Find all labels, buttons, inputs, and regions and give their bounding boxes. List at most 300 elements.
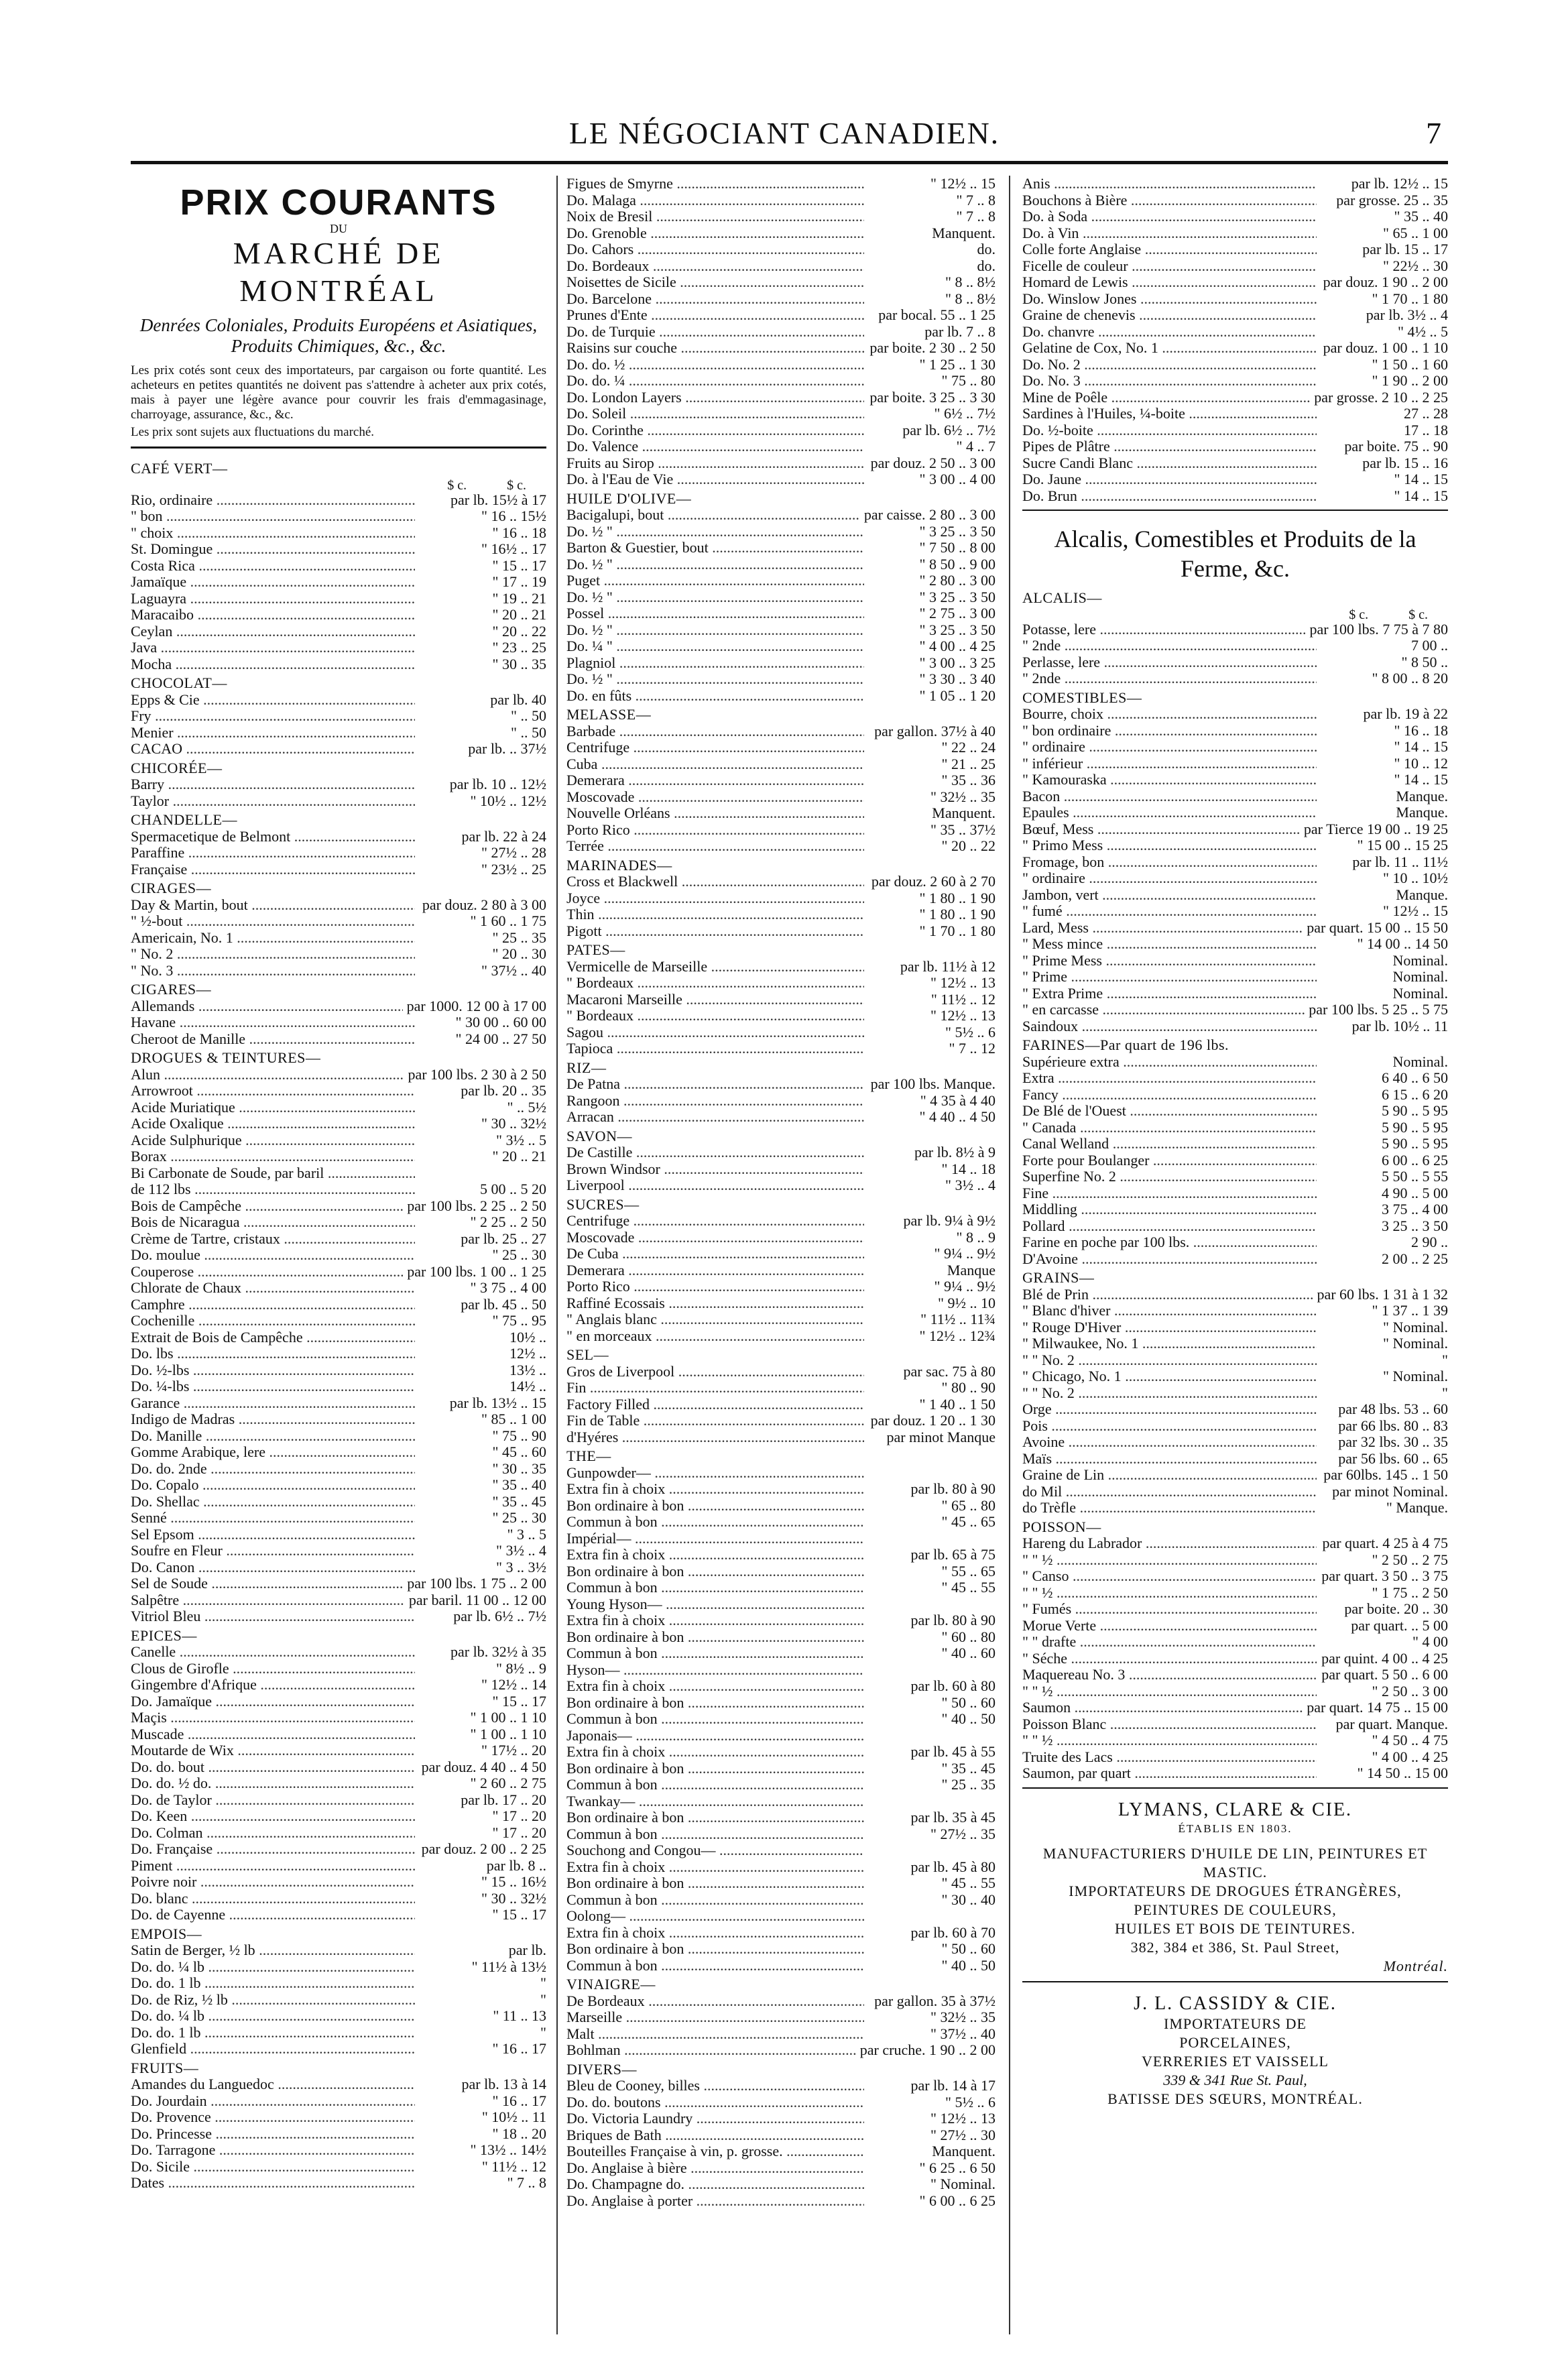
- price-row: [566, 2078, 996, 2094]
- price-row: [566, 2042, 996, 2059]
- item-name: Extra .....: [1022, 1070, 1317, 1087]
- price-row: [1022, 324, 1448, 341]
- item-name: Acide Oxalique .....: [131, 1116, 415, 1132]
- item-price: " 27½ .. 28: [481, 844, 546, 861]
- item-name: " ordinaire .....: [1022, 870, 1317, 887]
- item-price: " 45 .. 55: [941, 1579, 996, 1596]
- ad-established: ÉTABLIS EN 1803.: [1178, 1822, 1292, 1835]
- item-price: " 16 .. 18: [492, 524, 546, 541]
- item-name: Bon ordinaire à bon .....: [566, 1629, 864, 1646]
- item-price: " 55 .. 65: [941, 1562, 996, 1580]
- item-name: Extra fin à choix .....: [566, 1744, 864, 1761]
- item-name: Orge .....: [1022, 1401, 1317, 1418]
- item-price: " 17½ .. 20: [481, 1742, 546, 1759]
- price-row: [131, 2041, 546, 2058]
- price-row: [1022, 422, 1448, 439]
- price-row: [131, 1378, 546, 1395]
- item-name: Fine .....: [1022, 1185, 1317, 1202]
- price-row: [1022, 1385, 1448, 1402]
- item-price: par lb. 13½ .. 15: [449, 1394, 546, 1411]
- item-price: " 35 .. 45: [492, 1492, 546, 1510]
- item-name: Moscovade .....: [566, 789, 864, 806]
- item-price: par quart. 15 00 .. 15 50: [1307, 918, 1448, 936]
- item-name: do Trèfle .....: [1022, 1500, 1317, 1516]
- price-list: [566, 1364, 996, 1446]
- price-row: [131, 1907, 546, 1923]
- price-row: [566, 2026, 996, 2043]
- price-row: [1022, 1434, 1448, 1451]
- item-name: " ½-bout .....: [131, 913, 415, 930]
- item-price: par lb. 40: [490, 691, 546, 708]
- item-name: Bon ordinaire à bon .....: [566, 1695, 864, 1712]
- item-name: Commun à bon .....: [566, 1892, 864, 1909]
- item-name: Gelatine de Cox, No. 1 .....: [1022, 340, 1317, 357]
- price-row: [1022, 936, 1448, 953]
- price-row: [131, 1808, 546, 1825]
- price-row: [566, 1380, 996, 1396]
- price-row: [131, 1231, 546, 1248]
- section-title: PATES—: [566, 941, 625, 958]
- item-name: Bleu de Cooney, billes .....: [566, 2078, 864, 2094]
- alcalis-heading: Alcalis, Comestibles et Produits de la Ferme, &c.: [1054, 526, 1417, 582]
- price-row: [131, 2126, 546, 2143]
- item-name: Do. do. bout .....: [131, 1759, 415, 1776]
- item-name: " No. 2 .....: [131, 946, 415, 963]
- column-2: [566, 176, 996, 2348]
- item-price: par lb. 45 à 80: [910, 1858, 996, 1875]
- item-price: 2 00 .. 2 25: [1382, 1250, 1448, 1267]
- price-row: [1022, 706, 1448, 723]
- price-row: [1022, 723, 1448, 739]
- item-price: par douz. 1 20 .. 1 30: [870, 1412, 996, 1429]
- item-price: " 14 .. 15: [1394, 738, 1448, 755]
- item-name: Factory Filled .....: [566, 1396, 864, 1413]
- item-name: Brown Windsor .....: [566, 1161, 864, 1178]
- price-row: [566, 992, 996, 1008]
- item-price: [864, 1908, 996, 1925]
- price-row: [131, 1494, 546, 1510]
- price-row: [131, 1959, 546, 1976]
- item-price: " 32½ .. 35: [930, 2009, 996, 2025]
- item-name: Do. ½ " .....: [566, 671, 864, 688]
- item-name: Do. moulue .....: [131, 1247, 415, 1264]
- item-name: Menier .....: [131, 725, 415, 741]
- item-price: " 35 .. 37½: [930, 821, 996, 838]
- item-name: Mine de Poêle .....: [1022, 390, 1310, 406]
- item-price: par lb. 45 .. 50: [461, 1295, 546, 1313]
- intro-note: Les prix cotés sont ceux des importateurs, par cargaison ou forte quantité. Les acheteurs en petites quantités ne doivent pas s'attendre à acheter aux prix cotés, mais à payer une légère avance pour couvrir les frais d'emmagasinage, charroyage, assurance, &c., &c.: [131, 363, 546, 422]
- item-name: Do. ½-boite .....: [1022, 422, 1317, 439]
- item-price: " 12½ .. 14: [481, 1676, 546, 1693]
- item-name: Tapioca .....: [566, 1040, 864, 1057]
- price-row: [566, 1941, 996, 1958]
- section-title: VINAIGRE—: [566, 1976, 656, 1992]
- item-name: Noisettes de Sicile .....: [566, 274, 864, 291]
- price-row: [566, 1481, 996, 1498]
- item-price: 6 15 .. 6 20: [1382, 1085, 1448, 1103]
- item-price: par lb. 8 ..: [486, 1856, 546, 1874]
- item-name: Blé de Prin .....: [1022, 1287, 1313, 1303]
- item-price: " 30 .. 32½: [481, 1889, 546, 1907]
- item-name: Alun .....: [131, 1067, 404, 1083]
- item-name: " fumé .....: [1022, 903, 1317, 920]
- item-name: Middling .....: [1022, 1201, 1317, 1218]
- item-name: Fry .....: [131, 708, 415, 725]
- item-price: 27 .. 28: [1404, 405, 1448, 422]
- intro-note-fluctuations: Les prix sont sujets aux fluctuations du marché.: [131, 425, 375, 439]
- item-price: " 12½ .. 13: [930, 2110, 996, 2127]
- price-row: [1022, 1535, 1448, 1552]
- price-list: [131, 1644, 546, 1923]
- item-price: par lb. 15 .. 17: [1362, 241, 1448, 257]
- price-row: [1022, 1287, 1448, 1303]
- item-price: 5 50 .. 5 55: [1382, 1168, 1448, 1185]
- item-name: Do. Manille .....: [131, 1428, 415, 1445]
- item-price: par lb. 32½ à 35: [450, 1643, 546, 1660]
- item-price: " 60 .. 80: [941, 1628, 996, 1645]
- price-row: [131, 1099, 546, 1116]
- item-price: " 14 .. 15: [1394, 487, 1448, 504]
- price-row: [131, 963, 546, 979]
- price-row: [131, 1644, 546, 1661]
- item-name: Commun à bon .....: [566, 1711, 864, 1728]
- header-rule: [131, 161, 1448, 164]
- price-row: [131, 492, 546, 509]
- item-name: " Chicago, No. 1 .....: [1022, 1368, 1317, 1385]
- item-name: Clous de Girofle .....: [131, 1661, 415, 1677]
- price-row: [1022, 1700, 1448, 1716]
- price-row: [566, 739, 996, 756]
- price-row: [131, 558, 546, 575]
- price-row: [566, 192, 996, 209]
- item-price: " 1 05 .. 1 20: [919, 687, 996, 704]
- item-name: Do. ½ " .....: [566, 556, 864, 573]
- price-row: [566, 540, 996, 556]
- item-name: Do. Valence .....: [566, 438, 864, 455]
- price-list: [131, 692, 546, 758]
- item-price: 5 90 .. 5 95: [1382, 1135, 1448, 1152]
- item-price: " 10½ .. 11: [481, 2108, 546, 2125]
- price-row: [131, 1710, 546, 1726]
- item-price: " 12½ .. 15: [1383, 902, 1448, 919]
- price-row: [1022, 1500, 1448, 1516]
- price-row: [566, 1678, 996, 1695]
- item-price: " 10 .. 12: [1394, 754, 1448, 772]
- price-row: [566, 1413, 996, 1429]
- price-row: [566, 1109, 996, 1126]
- item-name: Gingembre d'Afrique .....: [131, 1677, 415, 1693]
- item-name: Cross et Blackwell .....: [566, 874, 864, 890]
- price-row: [1022, 241, 1448, 258]
- price-row: [566, 2176, 996, 2193]
- item-name: Do. à Soda .....: [1022, 209, 1317, 225]
- section-title: SEL—: [566, 1346, 609, 1363]
- price-row: [131, 1116, 546, 1132]
- item-price: 7 00 ..: [1411, 637, 1448, 654]
- price-row: [566, 1040, 996, 1057]
- item-name: " Prime Mess .....: [1022, 953, 1317, 969]
- ad-line: IMPORTATEURS DE DROGUES ÉTRANGÈRES,: [1069, 1882, 1402, 1899]
- item-price: " 35 .. 45: [941, 1759, 996, 1777]
- price-row: [131, 1395, 546, 1412]
- price-list: [566, 1144, 996, 1194]
- item-name: Extra fin à choix .....: [566, 1925, 864, 1942]
- item-price: par quart. 3 50 .. 3 75: [1321, 1567, 1448, 1584]
- price-row: [131, 1247, 546, 1264]
- item-name: Do. Jourdain .....: [131, 2093, 415, 2110]
- item-name: Extra fin à choix .....: [566, 1612, 864, 1629]
- price-row: [1022, 1368, 1448, 1385]
- item-price: " 30 .. 35: [492, 655, 546, 672]
- item-name: Salpêtre .....: [131, 1592, 405, 1609]
- item-price: " 14 50 .. 15 00: [1357, 1765, 1448, 1781]
- price-row: [566, 1711, 996, 1728]
- item-price: " 4 .. 7: [956, 438, 996, 455]
- item-name: Commun à bon .....: [566, 1777, 864, 1793]
- item-price: Manquent.: [932, 2143, 996, 2159]
- item-name: Plagniol .....: [566, 655, 864, 672]
- item-price: " 4 00 .. 4 25: [1372, 1748, 1448, 1765]
- item-price: par quart. 4 25 à 4 75: [1322, 1535, 1448, 1551]
- price-row: [131, 525, 546, 542]
- item-price: [864, 1596, 996, 1613]
- item-price: 5 90 .. 5 95: [1382, 1102, 1448, 1119]
- price-row: [566, 1213, 996, 1230]
- item-name: Dates .....: [131, 2175, 415, 2192]
- item-name: CACAO .....: [131, 741, 415, 758]
- item-price: [864, 1793, 996, 1810]
- price-row: [566, 507, 996, 524]
- item-name: Commun à bon .....: [566, 1580, 864, 1596]
- item-price: " 27½ .. 35: [930, 1825, 996, 1842]
- item-price: par grosse. 25 .. 35: [1336, 191, 1448, 209]
- price-row: [566, 1993, 996, 2010]
- price-row: [131, 1825, 546, 1842]
- item-name: Sagou .....: [566, 1024, 864, 1041]
- item-price: " 6 25 .. 6 50: [919, 2159, 996, 2176]
- item-price: " 11½ .. 11¾: [920, 1311, 996, 1327]
- item-name: d'Hyéres .....: [566, 1429, 864, 1446]
- item-name: Do. Barcelone .....: [566, 291, 864, 308]
- item-price: " 75 .. 90: [492, 1427, 546, 1444]
- item-price: " 12½ .. 12¾: [919, 1327, 996, 1344]
- item-name: Canelle .....: [131, 1644, 415, 1661]
- item-name: Spermacetique de Belmont .....: [131, 829, 415, 845]
- item-price: par quint. 4 00 .. 4 25: [1321, 1649, 1448, 1667]
- item-name: Centrifuge .....: [566, 739, 864, 756]
- item-price: " 1 80 .. 1 90: [919, 889, 996, 906]
- item-name: Maracaibo .....: [131, 607, 415, 623]
- item-price: " 4½ .. 5: [1398, 322, 1448, 340]
- price-row: [131, 741, 546, 758]
- item-name: Superfine No. 2 .....: [1022, 1169, 1317, 1185]
- item-name: Do. do. 2nde .....: [131, 1461, 415, 1478]
- ad-line: VERRERIES ET VAISSELL: [1142, 2053, 1329, 2070]
- price-row: [566, 789, 996, 806]
- price-row: [566, 1875, 996, 1892]
- item-price: par lb. 6½ .. 7½: [902, 421, 996, 438]
- item-price: par caisse. 2 80 .. 3 00: [863, 506, 996, 523]
- item-name: " Canso .....: [1022, 1568, 1317, 1585]
- price-row: [566, 1465, 996, 1482]
- item-price: Manque: [947, 1261, 996, 1278]
- item-price: 2 90 ..: [1411, 1234, 1448, 1250]
- item-price: " 2 25 .. 2 50: [470, 1213, 546, 1230]
- item-price: par 100 lbs. Manque.: [870, 1075, 996, 1092]
- price-row: [1022, 307, 1448, 324]
- item-price: par 66 lbs. 80 .. 83: [1338, 1417, 1448, 1434]
- item-name: Do. Keen .....: [131, 1808, 415, 1825]
- item-price: " 3½ .. 5: [496, 1131, 546, 1148]
- item-price: " 16 .. 17: [492, 2040, 546, 2057]
- price-row: [131, 1428, 546, 1445]
- item-price: " 2 75 .. 3 00: [919, 605, 996, 621]
- price-row: [131, 829, 546, 845]
- item-price: par cruche. 1 90 .. 2 00: [859, 2041, 996, 2058]
- item-price: " 45 .. 60: [492, 1443, 546, 1460]
- price-list: [131, 998, 546, 1048]
- item-name: Do. Corinthe .....: [566, 422, 864, 439]
- item-price: Manquent.: [932, 224, 996, 241]
- section-rule: [1022, 1981, 1448, 1982]
- price-row: [566, 1547, 996, 1563]
- ad-firm-name: LYMANS, CLARE & CIE.: [1118, 1799, 1353, 1820]
- price-row: [131, 946, 546, 963]
- item-name: Farine en poche par 100 lbs. .....: [1022, 1234, 1317, 1251]
- item-price: " Nominal.: [1383, 1335, 1448, 1352]
- price-row: [566, 1364, 996, 1380]
- price-row: [1022, 805, 1448, 821]
- item-price: " 1 60 .. 1 75: [470, 912, 546, 929]
- item-name: Extra fin à choix .....: [566, 1481, 864, 1498]
- item-price: " 19 .. 21: [492, 589, 546, 607]
- item-name: Centrifuge .....: [566, 1213, 864, 1230]
- price-row: [566, 1580, 996, 1596]
- item-name: Do. ½ " .....: [566, 589, 864, 606]
- item-price: par lb. 35 à 45: [910, 1809, 996, 1826]
- section-title: CIRAGES—: [131, 880, 212, 896]
- item-name: Pollard .....: [1022, 1218, 1317, 1235]
- price-list: [1022, 1287, 1448, 1516]
- price-row: [1022, 1683, 1448, 1700]
- item-price: " 2 50 .. 3 00: [1372, 1682, 1448, 1700]
- item-price: " 2 80 .. 3 00: [919, 572, 996, 589]
- item-name: " Bordeaux .....: [566, 975, 864, 992]
- section-title: ALCALIS—: [1022, 589, 1102, 606]
- item-price: " 17 .. 19: [492, 573, 546, 590]
- item-name: Do. ½ " .....: [566, 524, 864, 540]
- item-name: Acide Muriatique .....: [131, 1099, 415, 1116]
- item-price: " 80 .. 90: [941, 1379, 996, 1396]
- item-name: Bœuf, Mess .....: [1022, 821, 1300, 838]
- price-row: [131, 1759, 546, 1776]
- item-name: Epps & Cie .....: [131, 692, 415, 709]
- price-row: [1022, 357, 1448, 373]
- price-row: [131, 1742, 546, 1759]
- item-name: Bois de Campêche .....: [131, 1198, 403, 1215]
- item-name: Do. Princesse .....: [131, 2126, 415, 2143]
- item-price: " 7 .. 8: [956, 208, 996, 225]
- price-row: [131, 1559, 546, 1576]
- item-price: [864, 1531, 996, 1547]
- item-name: De Bordeaux .....: [566, 1993, 864, 2010]
- item-name: Bourre, choix .....: [1022, 706, 1317, 723]
- item-name: Macaroni Marseille .....: [566, 992, 864, 1008]
- intro-du: DU: [330, 222, 347, 235]
- price-row: [566, 1596, 996, 1613]
- item-price: " 1 37 .. 1 39: [1372, 1302, 1448, 1319]
- section-title: DIVERS—: [566, 2060, 637, 2078]
- section-title: GRAINS—: [1022, 1269, 1095, 1286]
- item-price: par 60lbs. 145 .. 1 50: [1323, 1466, 1448, 1483]
- item-price: " 1 50 .. 1 60: [1372, 355, 1448, 373]
- section-title: DROGUES & TEINTURES—: [131, 1049, 321, 1066]
- item-price: par lb. 25 .. 27: [461, 1230, 546, 1247]
- item-name: " 2nde .....: [1022, 670, 1317, 687]
- item-price: par 56 lbs. 60 .. 65: [1338, 1449, 1448, 1467]
- price-row: [1022, 225, 1448, 242]
- price-row: [1022, 953, 1448, 969]
- item-name: Hareng du Labrador .....: [1022, 1535, 1317, 1552]
- price-row: [131, 1841, 546, 1858]
- price-row: [1022, 455, 1448, 472]
- item-name: Do. Française .....: [131, 1841, 415, 1858]
- price-row: [1022, 1732, 1448, 1749]
- price-row: [131, 2076, 546, 2093]
- price-row: [566, 1278, 996, 1295]
- price-list: [131, 829, 546, 878]
- item-price: " 30 00 .. 60 00: [455, 1014, 546, 1030]
- section-title: FARINES—Par quart de 196 lbs.: [1022, 1036, 1229, 1053]
- item-name: Bon ordinaire à bon .....: [566, 1809, 864, 1826]
- price-row: [1022, 1120, 1448, 1136]
- item-name: Noix de Bresil .....: [566, 209, 864, 225]
- price-row: [131, 1942, 546, 1959]
- item-name: Americain, No. 1 .....: [131, 930, 415, 947]
- item-price: " 3 25 .. 3 50: [919, 588, 996, 605]
- price-row: [1022, 390, 1448, 406]
- item-price: " 7 .. 12: [949, 1040, 996, 1057]
- price-row: [1022, 969, 1448, 986]
- item-price: " 8 .. 8½: [945, 274, 996, 290]
- item-price: " 3 25 .. 3 50: [919, 522, 996, 540]
- price-row: [131, 1198, 546, 1215]
- item-price: Manque.: [1396, 886, 1448, 903]
- column-1: [131, 176, 546, 2348]
- ad-line: HUILES ET BOIS DE TEINTURES.: [1114, 1919, 1356, 1937]
- price-list: [1022, 621, 1448, 687]
- item-name: Souchong and Congou— .....: [566, 1842, 864, 1859]
- item-name: Arrowroot .....: [131, 1083, 415, 1099]
- item-price: " 24 00 .. 27 50: [455, 1030, 546, 1047]
- section-title: THE—: [566, 1447, 611, 1464]
- item-price: " 7 50 .. 8 00: [919, 539, 996, 556]
- item-name: " Milwaukee, No. 1 .....: [1022, 1335, 1317, 1352]
- price-row: [131, 656, 546, 673]
- price-row: [1022, 1070, 1448, 1087]
- item-price: 13½ ..: [509, 1361, 546, 1378]
- price-row: [566, 241, 996, 258]
- item-price: " 23½ .. 25: [481, 860, 546, 878]
- item-name: Fromage, bon .....: [1022, 854, 1317, 871]
- item-price: " 25 .. 35: [492, 929, 546, 946]
- ad-address: 339 & 341 Rue St. Paul,: [1163, 2072, 1307, 2088]
- item-name: Porto Rico .....: [566, 822, 864, 839]
- price-row: [566, 1246, 996, 1262]
- item-name: Day & Martin, bout .....: [131, 897, 415, 914]
- price-row: [131, 1693, 546, 1710]
- ad-line: PORCELAINES,: [1179, 2034, 1291, 2051]
